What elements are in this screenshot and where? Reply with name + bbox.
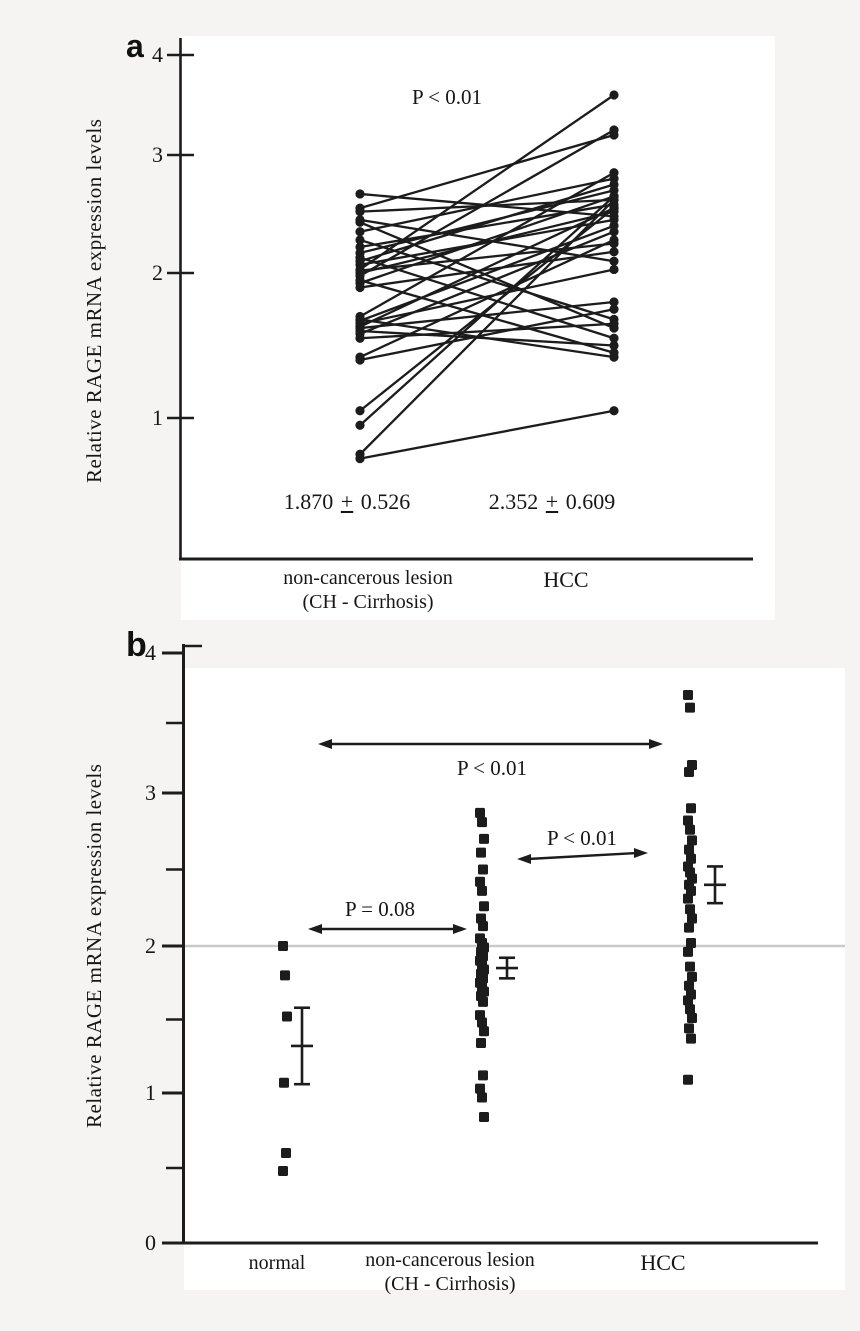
panel-b-p-value-normal-hcc: P < 0.01 (457, 756, 527, 780)
y-tick-label: 1 (145, 1080, 156, 1105)
category-line2: (CH - Cirrhosis) (384, 1273, 516, 1295)
panel-b-category-label-hcc (640, 1250, 685, 1276)
y-tick-label: 2 (145, 933, 156, 958)
plus-minus-sign: + (545, 489, 559, 514)
panel-b-p-value-normal-ch: P = 0.08 (345, 897, 415, 921)
panel-a-category-label-hcc (543, 567, 588, 593)
panel-b-letter: b (126, 626, 147, 664)
y-tick-label: 3 (145, 780, 156, 805)
panel-b-p-value-ch-hcc: P < 0.01 (547, 826, 617, 850)
panel-a-category-label-ch (283, 566, 452, 614)
panel-b-category-label-ch (365, 1248, 534, 1296)
panel-a-p-value: P < 0.01 (412, 85, 482, 109)
y-tick-label: 0 (145, 1230, 156, 1255)
category-line1: non-cancerous lesion (365, 1249, 535, 1271)
y-tick-label: 3 (152, 142, 163, 167)
y-tick-label: 4 (145, 640, 156, 665)
panel-b-plot (162, 644, 845, 1290)
panel-a-plot (167, 36, 775, 620)
panel-b-category-label-normal (249, 1251, 306, 1275)
panel-a-mean-left (284, 489, 410, 515)
y-tick-label: 2 (152, 260, 163, 285)
panel-a-letter: a (126, 28, 144, 64)
category-line1: non-cancerous lesion (283, 567, 453, 589)
category-line1: HCC (543, 567, 589, 592)
category-line1: HCC (640, 1250, 686, 1275)
category-line1: normal (248, 1252, 306, 1274)
panel-b-y-axis-title: Relative RAGE mRNA expression levels (82, 763, 106, 1129)
panel-a-mean-right (489, 489, 615, 515)
y-tick-label: 4 (152, 42, 163, 67)
category-line2: (CH - Cirrhosis) (302, 591, 434, 613)
sd-value: 0.526 (360, 489, 411, 514)
mean-value: 2.352 (488, 489, 539, 514)
plus-minus-sign: + (340, 489, 354, 514)
sd-value: 0.609 (565, 489, 616, 514)
mean-value: 1.870 (283, 489, 334, 514)
y-tick-label: 1 (152, 405, 163, 430)
panel-a-y-axis-title: Relative RAGE mRNA expression levels (82, 118, 106, 483)
